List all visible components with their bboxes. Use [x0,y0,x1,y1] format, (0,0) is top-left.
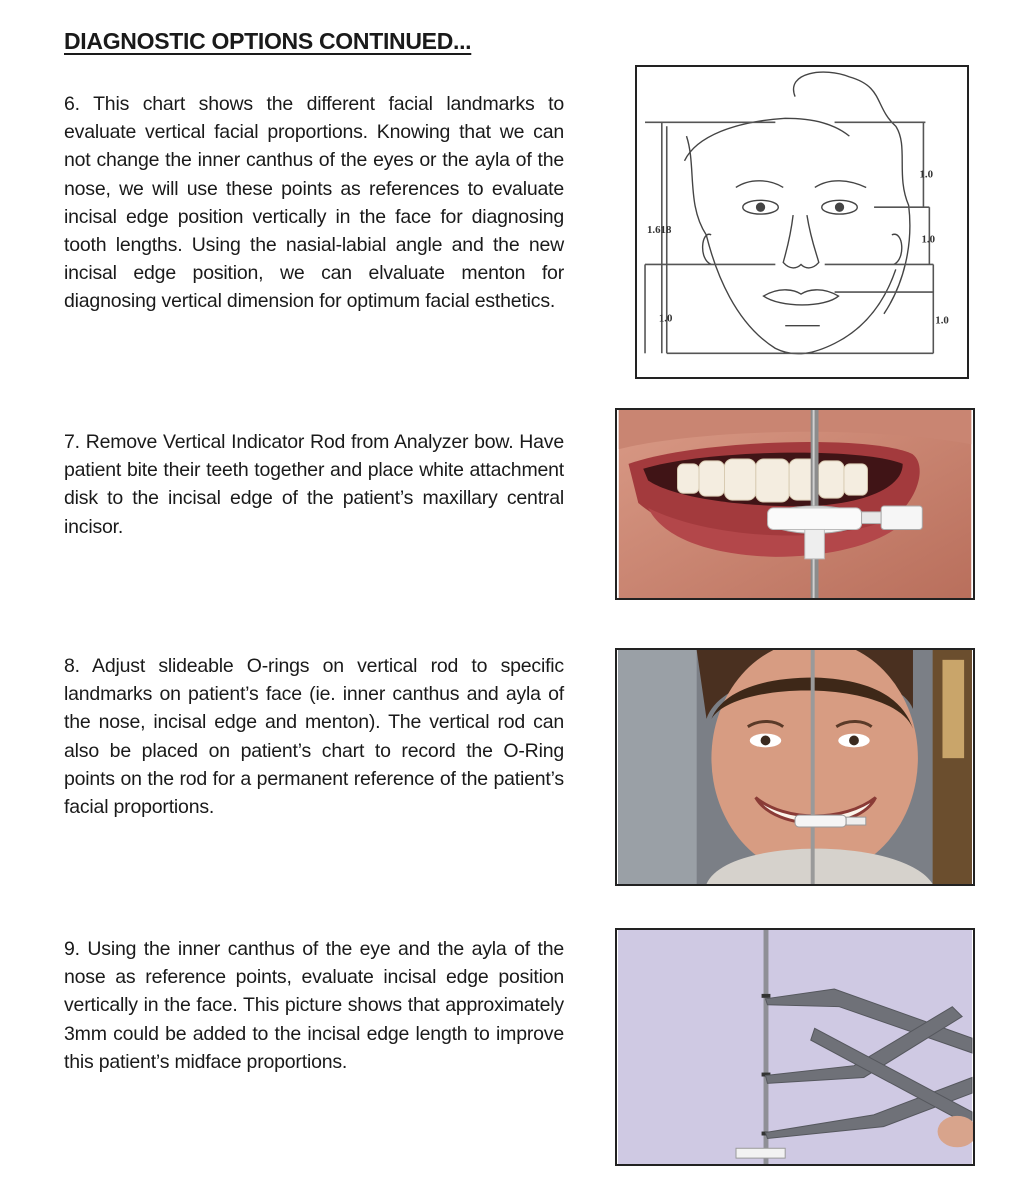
label-right-mid: 1.0 [921,233,936,246]
smile-illustration [617,410,973,598]
label-right-top: 1.0 [919,168,934,181]
step-9-text: 9. Using the inner canthus of the eye and the ayla of the nose as reference points, evaluate incisal edge position vertically in the face. This picture shows that approximately 3mm could be added to the incisal edge length to improve this patient’s midface proportions. [64,938,564,1073]
step-6-text: 6. This chart shows the different facial landmarks to evaluate vertical facial proportions. Knowing that we can not change the inner canthus of the eyes or the ayla of the nose, we will use these points as references to evaluate incisal edge position vertically in the face for diagnosing tooth lengths. Using the nasial-labial angle and the new incisal edge position, we can elvaluate menton for diagnosing vertical dimension for optimum facial esthetics. [64,93,564,313]
page-title: DIAGNOSTIC OPTIONS CONTINUED... [64,28,472,54]
patient-illustration [617,650,973,884]
step-8-text: 8. Adjust slideable O-rings on vertical rod to specific landmarks on patient’s face (ie. inner canthus and ayla of the nose, incisal edge and menton). The vertical rod can also be placed on patient’s chart to record the O-Ring points on the rod for a permanent reference of the patient’s facial proportions. [64,655,564,819]
caliper-illustration [617,930,973,1164]
patient-rod-photo [615,648,975,886]
label-left-bottom: 1.0 [658,312,673,325]
label-golden-ratio: 1.618 [647,223,672,236]
facial-proportions-diagram [635,65,969,379]
face-drawing [637,67,967,377]
label-right-bottom: 1.0 [935,314,949,327]
caliper-photo [615,928,975,1166]
step-7-text: 7. Remove Vertical Indicator Rod from Analyzer bow. Have patient bite their teeth together and place white attachment disk to the incisal edge of the patient’s maxillary central incisor. [64,431,564,538]
smile-disk-photo [615,408,975,600]
